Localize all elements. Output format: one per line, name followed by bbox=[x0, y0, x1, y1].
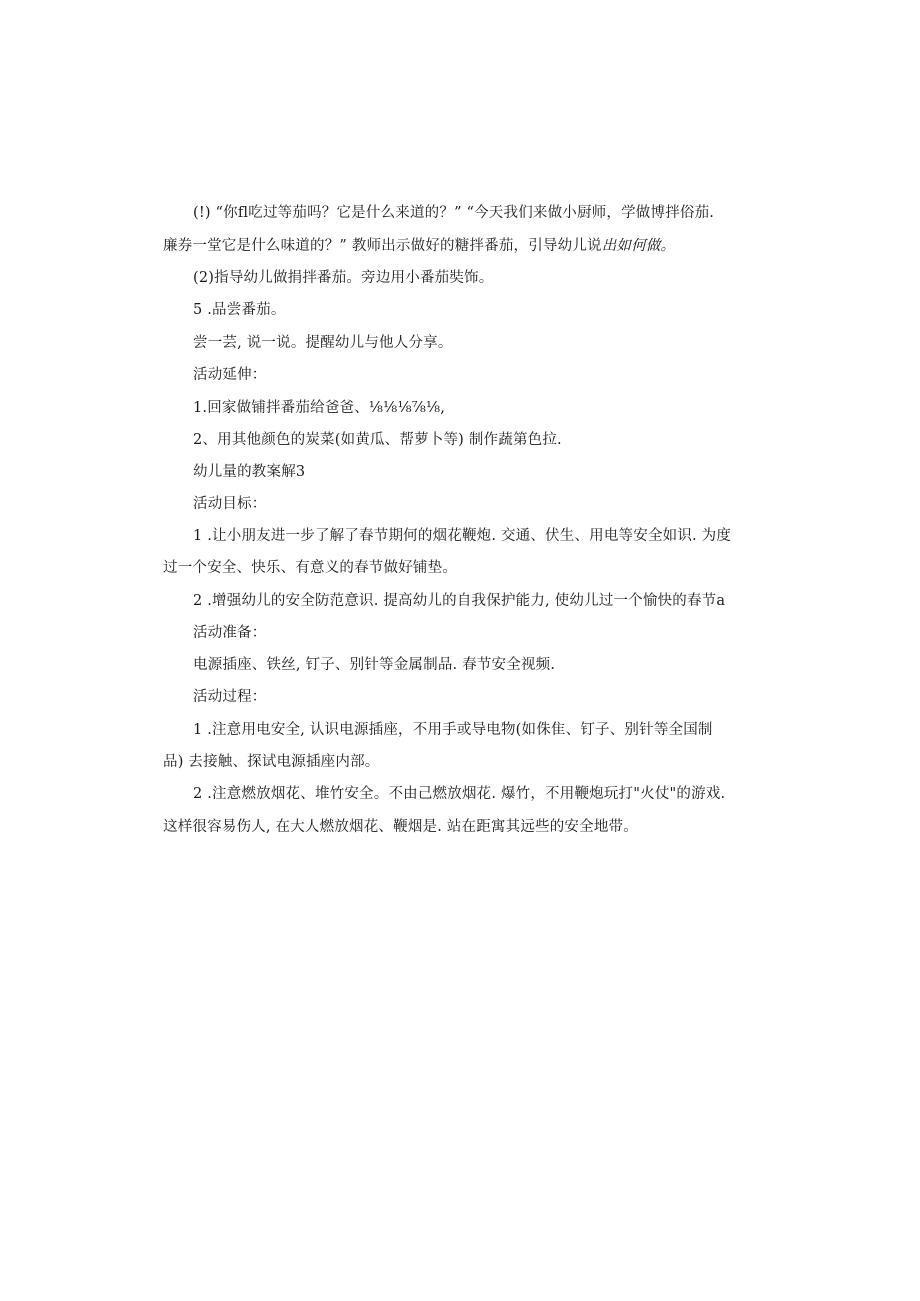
section-heading: 活动过程： bbox=[193, 689, 267, 705]
list-item: 1 .让小朋友进一步了解了春节期何的烟花鞭炮. 交通、伏生、用电等安全如识. 为度 bbox=[193, 528, 732, 544]
document-title: 幼儿量的教案解3 bbox=[193, 464, 306, 480]
list-item: 2 .注意燃放烟花、堆竹安全。不由己燃放烟花. 爆竹，不用鞭炮玩打"火仗"的游戏. bbox=[193, 786, 726, 802]
paragraph-line: 尝一芸, 说一说。提醒幼儿与他人分享。 bbox=[193, 335, 453, 351]
paragraph-line bbox=[163, 236, 675, 256]
paragraph-line: 电源插座、铁丝, 钉子、别针等金属制品. 春节安全视频. bbox=[193, 657, 556, 673]
paragraph-line-text: 廉券一堂它是什么味道的？” 教师出示做好的糖拌番茄，引导幼儿说 bbox=[163, 238, 602, 254]
section-heading: 活动目标： bbox=[193, 496, 267, 512]
list-item: 2 .增强幼儿的安全防范意识. 提高幼儿的自我保护能力, 使幼儿过一个愉快的春节a bbox=[193, 593, 726, 609]
section-heading: 活动准备： bbox=[193, 625, 267, 641]
list-item: 1.回家做铺拌番茄给爸爸、⅛⅛⅛⅞⅛, bbox=[193, 400, 446, 416]
list-item: 5 .品尝番茄。 bbox=[193, 302, 286, 318]
list-item: 1 .注意用电安全, 认识电源插座，不用手或导电物(如侏隹、钉子、别针等全国制 bbox=[193, 722, 713, 738]
paragraph-line: (!) “你fl吃过等茄吗？它是什么来道的？” “今天我们来做小厨师，学做博拌俗茄. bbox=[193, 205, 715, 221]
section-heading: 活动延伸： bbox=[193, 367, 267, 383]
list-item-continuation: 过一个安全、快乐、有意义的春节做好铺垫。 bbox=[163, 560, 457, 576]
list-item-continuation: 品) 去接触、探试电源插座内部。 bbox=[163, 754, 380, 770]
list-item: 2、用其他颜色的炭菜(如黄瓜、帮萝卜等) 制作蔬第色拉. bbox=[193, 432, 562, 448]
paragraph-line-italic: 出如何做。 bbox=[601, 238, 676, 254]
list-item-continuation: 这样很容易伤人, 在大人燃放烟花、鞭烟是. 站在距寓其远些的安全地带。 bbox=[163, 819, 638, 835]
paragraph-line: (2)指导幼儿做捐拌番茄。旁边用小番茄奘饰。 bbox=[193, 270, 494, 286]
